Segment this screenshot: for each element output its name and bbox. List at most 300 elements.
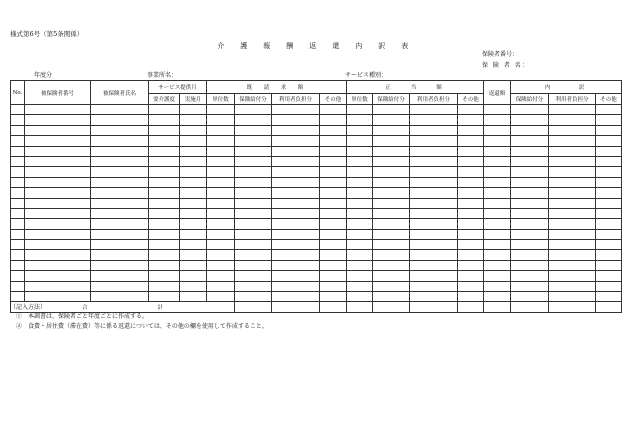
table-cell[interactable] (320, 115, 347, 125)
table-cell[interactable] (25, 198, 91, 208)
table-cell[interactable] (207, 281, 235, 291)
table-cell[interactable] (91, 208, 149, 218)
table-cell[interactable] (549, 208, 596, 218)
table-cell[interactable] (596, 271, 622, 281)
table-cell[interactable] (484, 177, 511, 187)
table-cell[interactable] (235, 219, 272, 229)
table-cell[interactable] (549, 177, 596, 187)
table-cell[interactable] (91, 229, 149, 239)
table-cell[interactable] (596, 136, 622, 146)
table-cell[interactable] (458, 208, 484, 218)
table-cell[interactable] (320, 208, 347, 218)
table-cell[interactable] (410, 208, 458, 218)
table-cell[interactable] (596, 198, 622, 208)
table-cell[interactable] (484, 115, 511, 125)
table-cell[interactable] (484, 229, 511, 239)
table-cell[interactable] (272, 156, 320, 166)
table-cell[interactable] (272, 177, 320, 187)
table-cell[interactable] (410, 146, 458, 156)
table-cell[interactable] (11, 146, 25, 156)
table-cell[interactable] (11, 136, 25, 146)
table-cell[interactable] (549, 146, 596, 156)
table-cell[interactable] (373, 115, 410, 125)
table-cell[interactable] (272, 240, 320, 250)
total-cell[interactable] (596, 302, 622, 312)
table-cell[interactable] (25, 250, 91, 260)
table-cell[interactable] (235, 188, 272, 198)
table-cell[interactable] (549, 156, 596, 166)
table-cell[interactable] (180, 271, 207, 281)
table-cell[interactable] (180, 105, 207, 115)
table-cell[interactable] (347, 115, 373, 125)
table-cell[interactable] (180, 136, 207, 146)
table-cell[interactable] (25, 240, 91, 250)
table-cell[interactable] (549, 188, 596, 198)
table-cell[interactable] (25, 146, 91, 156)
table-cell[interactable] (149, 146, 180, 156)
table-cell[interactable] (373, 240, 410, 250)
table-cell[interactable] (272, 105, 320, 115)
table-cell[interactable] (596, 105, 622, 115)
table-cell[interactable] (207, 146, 235, 156)
table-cell[interactable] (549, 250, 596, 260)
table-cell[interactable] (180, 177, 207, 187)
table-cell[interactable] (207, 136, 235, 146)
table-cell[interactable] (320, 156, 347, 166)
table-cell[interactable] (272, 208, 320, 218)
table-cell[interactable] (458, 292, 484, 302)
table-cell[interactable] (25, 219, 91, 229)
table-cell[interactable] (511, 177, 549, 187)
table-cell[interactable] (484, 125, 511, 135)
table-cell[interactable] (347, 188, 373, 198)
table-cell[interactable] (149, 292, 180, 302)
table-cell[interactable] (207, 198, 235, 208)
table-cell[interactable] (11, 115, 25, 125)
table-cell[interactable] (272, 229, 320, 239)
table-cell[interactable] (272, 115, 320, 125)
table-cell[interactable] (320, 250, 347, 260)
table-cell[interactable] (596, 240, 622, 250)
table-cell[interactable] (511, 229, 549, 239)
table-cell[interactable] (180, 115, 207, 125)
table-cell[interactable] (25, 115, 91, 125)
table-cell[interactable] (91, 198, 149, 208)
table-cell[interactable] (25, 229, 91, 239)
table-cell[interactable] (11, 250, 25, 260)
table-cell[interactable] (272, 271, 320, 281)
table-cell[interactable] (484, 281, 511, 291)
table-cell[interactable] (272, 281, 320, 291)
table-cell[interactable] (91, 240, 149, 250)
table-cell[interactable] (91, 136, 149, 146)
table-cell[interactable] (207, 229, 235, 239)
table-cell[interactable] (511, 292, 549, 302)
table-cell[interactable] (11, 125, 25, 135)
table-cell[interactable] (373, 271, 410, 281)
table-cell[interactable] (511, 146, 549, 156)
table-cell[interactable] (235, 115, 272, 125)
table-cell[interactable] (11, 229, 25, 239)
table-cell[interactable] (410, 271, 458, 281)
table-cell[interactable] (596, 219, 622, 229)
total-cell[interactable] (235, 302, 272, 312)
table-cell[interactable] (410, 156, 458, 166)
table-cell[interactable] (11, 219, 25, 229)
table-cell[interactable] (180, 219, 207, 229)
table-cell[interactable] (207, 177, 235, 187)
table-cell[interactable] (11, 188, 25, 198)
table-cell[interactable] (373, 281, 410, 291)
table-cell[interactable] (149, 177, 180, 187)
table-cell[interactable] (235, 260, 272, 270)
table-cell[interactable] (373, 177, 410, 187)
table-cell[interactable] (320, 125, 347, 135)
table-cell[interactable] (320, 136, 347, 146)
table-cell[interactable] (149, 271, 180, 281)
table-cell[interactable] (25, 281, 91, 291)
table-cell[interactable] (11, 292, 25, 302)
table-cell[interactable] (272, 146, 320, 156)
table-cell[interactable] (11, 156, 25, 166)
table-cell[interactable] (458, 146, 484, 156)
table-cell[interactable] (549, 271, 596, 281)
table-cell[interactable] (149, 260, 180, 270)
table-cell[interactable] (347, 198, 373, 208)
table-cell[interactable] (484, 219, 511, 229)
table-cell[interactable] (511, 188, 549, 198)
table-cell[interactable] (320, 188, 347, 198)
table-cell[interactable] (235, 271, 272, 281)
table-cell[interactable] (511, 219, 549, 229)
table-cell[interactable] (347, 208, 373, 218)
table-cell[interactable] (484, 208, 511, 218)
total-cell[interactable] (458, 302, 484, 312)
table-cell[interactable] (410, 188, 458, 198)
table-cell[interactable] (373, 229, 410, 239)
table-cell[interactable] (320, 260, 347, 270)
table-cell[interactable] (91, 188, 149, 198)
table-cell[interactable] (458, 177, 484, 187)
table-cell[interactable] (320, 229, 347, 239)
table-cell[interactable] (347, 156, 373, 166)
table-cell[interactable] (91, 177, 149, 187)
table-cell[interactable] (596, 156, 622, 166)
table-cell[interactable] (596, 281, 622, 291)
table-cell[interactable] (596, 125, 622, 135)
total-cell[interactable] (347, 302, 373, 312)
table-cell[interactable] (596, 177, 622, 187)
table-cell[interactable] (511, 167, 549, 177)
table-cell[interactable] (91, 105, 149, 115)
table-cell[interactable] (207, 240, 235, 250)
table-cell[interactable] (11, 208, 25, 218)
table-cell[interactable] (410, 167, 458, 177)
table-cell[interactable] (11, 105, 25, 115)
table-cell[interactable] (347, 146, 373, 156)
table-cell[interactable] (549, 260, 596, 270)
table-cell[interactable] (207, 219, 235, 229)
table-cell[interactable] (410, 219, 458, 229)
table-cell[interactable] (410, 198, 458, 208)
table-cell[interactable] (272, 198, 320, 208)
table-cell[interactable] (373, 208, 410, 218)
table-cell[interactable] (235, 292, 272, 302)
table-cell[interactable] (484, 292, 511, 302)
table-cell[interactable] (410, 125, 458, 135)
table-cell[interactable] (458, 105, 484, 115)
table-cell[interactable] (207, 125, 235, 135)
table-cell[interactable] (180, 198, 207, 208)
table-cell[interactable] (458, 198, 484, 208)
table-cell[interactable] (180, 188, 207, 198)
table-cell[interactable] (347, 229, 373, 239)
table-cell[interactable] (347, 219, 373, 229)
table-cell[interactable] (91, 219, 149, 229)
table-cell[interactable] (320, 240, 347, 250)
table-cell[interactable] (320, 292, 347, 302)
table-cell[interactable] (149, 105, 180, 115)
table-cell[interactable] (180, 146, 207, 156)
table-cell[interactable] (91, 167, 149, 177)
table-cell[interactable] (320, 105, 347, 115)
table-cell[interactable] (149, 281, 180, 291)
table-cell[interactable] (235, 125, 272, 135)
table-cell[interactable] (180, 240, 207, 250)
table-cell[interactable] (484, 271, 511, 281)
table-cell[interactable] (596, 250, 622, 260)
table-cell[interactable] (549, 198, 596, 208)
table-cell[interactable] (549, 167, 596, 177)
table-cell[interactable] (458, 229, 484, 239)
table-cell[interactable] (320, 281, 347, 291)
table-cell[interactable] (207, 105, 235, 115)
table-cell[interactable] (596, 146, 622, 156)
table-cell[interactable] (91, 292, 149, 302)
table-cell[interactable] (410, 260, 458, 270)
table-cell[interactable] (484, 188, 511, 198)
table-cell[interactable] (511, 115, 549, 125)
total-cell[interactable] (511, 302, 549, 312)
table-cell[interactable] (272, 250, 320, 260)
table-cell[interactable] (25, 208, 91, 218)
table-cell[interactable] (235, 105, 272, 115)
table-cell[interactable] (410, 115, 458, 125)
table-cell[interactable] (235, 146, 272, 156)
table-cell[interactable] (25, 188, 91, 198)
table-cell[interactable] (596, 115, 622, 125)
table-cell[interactable] (25, 136, 91, 146)
table-cell[interactable] (373, 105, 410, 115)
table-cell[interactable] (410, 105, 458, 115)
table-cell[interactable] (549, 136, 596, 146)
table-cell[interactable] (235, 136, 272, 146)
table-cell[interactable] (235, 177, 272, 187)
total-cell[interactable] (373, 302, 410, 312)
table-cell[interactable] (149, 167, 180, 177)
table-cell[interactable] (235, 208, 272, 218)
table-cell[interactable] (347, 105, 373, 115)
table-cell[interactable] (272, 219, 320, 229)
table-cell[interactable] (458, 156, 484, 166)
table-cell[interactable] (11, 260, 25, 270)
table-cell[interactable] (91, 156, 149, 166)
table-cell[interactable] (149, 250, 180, 260)
table-cell[interactable] (320, 219, 347, 229)
table-cell[interactable] (410, 250, 458, 260)
table-cell[interactable] (235, 240, 272, 250)
table-cell[interactable] (149, 156, 180, 166)
table-cell[interactable] (410, 240, 458, 250)
table-cell[interactable] (511, 281, 549, 291)
table-cell[interactable] (458, 281, 484, 291)
table-cell[interactable] (458, 219, 484, 229)
table-cell[interactable] (347, 292, 373, 302)
table-cell[interactable] (149, 219, 180, 229)
table-cell[interactable] (511, 208, 549, 218)
table-cell[interactable] (410, 229, 458, 239)
table-cell[interactable] (549, 229, 596, 239)
table-cell[interactable] (458, 260, 484, 270)
table-cell[interactable] (320, 271, 347, 281)
table-cell[interactable] (373, 167, 410, 177)
table-cell[interactable] (180, 281, 207, 291)
table-cell[interactable] (373, 146, 410, 156)
table-cell[interactable] (347, 136, 373, 146)
table-cell[interactable] (11, 198, 25, 208)
table-cell[interactable] (320, 146, 347, 156)
table-cell[interactable] (373, 188, 410, 198)
table-cell[interactable] (373, 260, 410, 270)
table-cell[interactable] (272, 292, 320, 302)
table-cell[interactable] (373, 250, 410, 260)
table-cell[interactable] (373, 292, 410, 302)
table-cell[interactable] (207, 292, 235, 302)
table-cell[interactable] (180, 125, 207, 135)
table-cell[interactable] (149, 198, 180, 208)
table-cell[interactable] (320, 198, 347, 208)
table-cell[interactable] (511, 260, 549, 270)
table-cell[interactable] (458, 188, 484, 198)
table-cell[interactable] (235, 198, 272, 208)
table-cell[interactable] (180, 167, 207, 177)
table-cell[interactable] (458, 167, 484, 177)
table-cell[interactable] (347, 250, 373, 260)
table-cell[interactable] (347, 125, 373, 135)
table-cell[interactable] (272, 167, 320, 177)
table-cell[interactable] (180, 156, 207, 166)
table-cell[interactable] (484, 167, 511, 177)
table-cell[interactable] (272, 136, 320, 146)
table-cell[interactable] (484, 198, 511, 208)
table-cell[interactable] (207, 208, 235, 218)
table-cell[interactable] (11, 281, 25, 291)
table-cell[interactable] (91, 281, 149, 291)
total-cell[interactable] (549, 302, 596, 312)
table-cell[interactable] (207, 156, 235, 166)
table-cell[interactable] (347, 271, 373, 281)
table-cell[interactable] (484, 240, 511, 250)
table-cell[interactable] (373, 219, 410, 229)
table-cell[interactable] (511, 240, 549, 250)
table-cell[interactable] (11, 240, 25, 250)
table-cell[interactable] (511, 156, 549, 166)
table-cell[interactable] (91, 125, 149, 135)
table-cell[interactable] (180, 260, 207, 270)
table-cell[interactable] (347, 177, 373, 187)
table-cell[interactable] (180, 250, 207, 260)
table-cell[interactable] (484, 105, 511, 115)
table-cell[interactable] (347, 260, 373, 270)
table-cell[interactable] (207, 271, 235, 281)
table-cell[interactable] (458, 250, 484, 260)
table-cell[interactable] (25, 125, 91, 135)
table-cell[interactable] (149, 125, 180, 135)
table-cell[interactable] (596, 167, 622, 177)
table-cell[interactable] (149, 229, 180, 239)
table-cell[interactable] (549, 115, 596, 125)
table-cell[interactable] (320, 167, 347, 177)
table-cell[interactable] (207, 115, 235, 125)
table-cell[interactable] (511, 271, 549, 281)
table-cell[interactable] (180, 208, 207, 218)
table-cell[interactable] (511, 250, 549, 260)
table-cell[interactable] (11, 177, 25, 187)
table-cell[interactable] (484, 146, 511, 156)
table-cell[interactable] (235, 167, 272, 177)
table-cell[interactable] (235, 281, 272, 291)
table-cell[interactable] (410, 292, 458, 302)
table-cell[interactable] (149, 136, 180, 146)
table-cell[interactable] (235, 229, 272, 239)
table-cell[interactable] (207, 260, 235, 270)
table-cell[interactable] (180, 292, 207, 302)
table-cell[interactable] (91, 115, 149, 125)
table-cell[interactable] (373, 136, 410, 146)
table-cell[interactable] (25, 177, 91, 187)
table-cell[interactable] (207, 167, 235, 177)
table-cell[interactable] (347, 281, 373, 291)
table-cell[interactable] (149, 240, 180, 250)
table-cell[interactable] (549, 240, 596, 250)
table-cell[interactable] (373, 198, 410, 208)
table-cell[interactable] (180, 229, 207, 239)
table-cell[interactable] (511, 136, 549, 146)
table-cell[interactable] (11, 271, 25, 281)
table-cell[interactable] (549, 105, 596, 115)
table-cell[interactable] (11, 167, 25, 177)
total-cell[interactable] (320, 302, 347, 312)
table-cell[interactable] (484, 250, 511, 260)
table-cell[interactable] (596, 208, 622, 218)
table-cell[interactable] (25, 271, 91, 281)
table-cell[interactable] (272, 260, 320, 270)
table-cell[interactable] (596, 229, 622, 239)
table-cell[interactable] (373, 125, 410, 135)
table-cell[interactable] (91, 250, 149, 260)
table-cell[interactable] (149, 115, 180, 125)
table-cell[interactable] (207, 188, 235, 198)
table-cell[interactable] (25, 167, 91, 177)
table-cell[interactable] (458, 271, 484, 281)
table-cell[interactable] (511, 105, 549, 115)
table-cell[interactable] (549, 292, 596, 302)
total-cell[interactable] (484, 302, 511, 312)
table-cell[interactable] (91, 260, 149, 270)
table-cell[interactable] (549, 281, 596, 291)
table-cell[interactable] (410, 177, 458, 187)
table-cell[interactable] (347, 167, 373, 177)
